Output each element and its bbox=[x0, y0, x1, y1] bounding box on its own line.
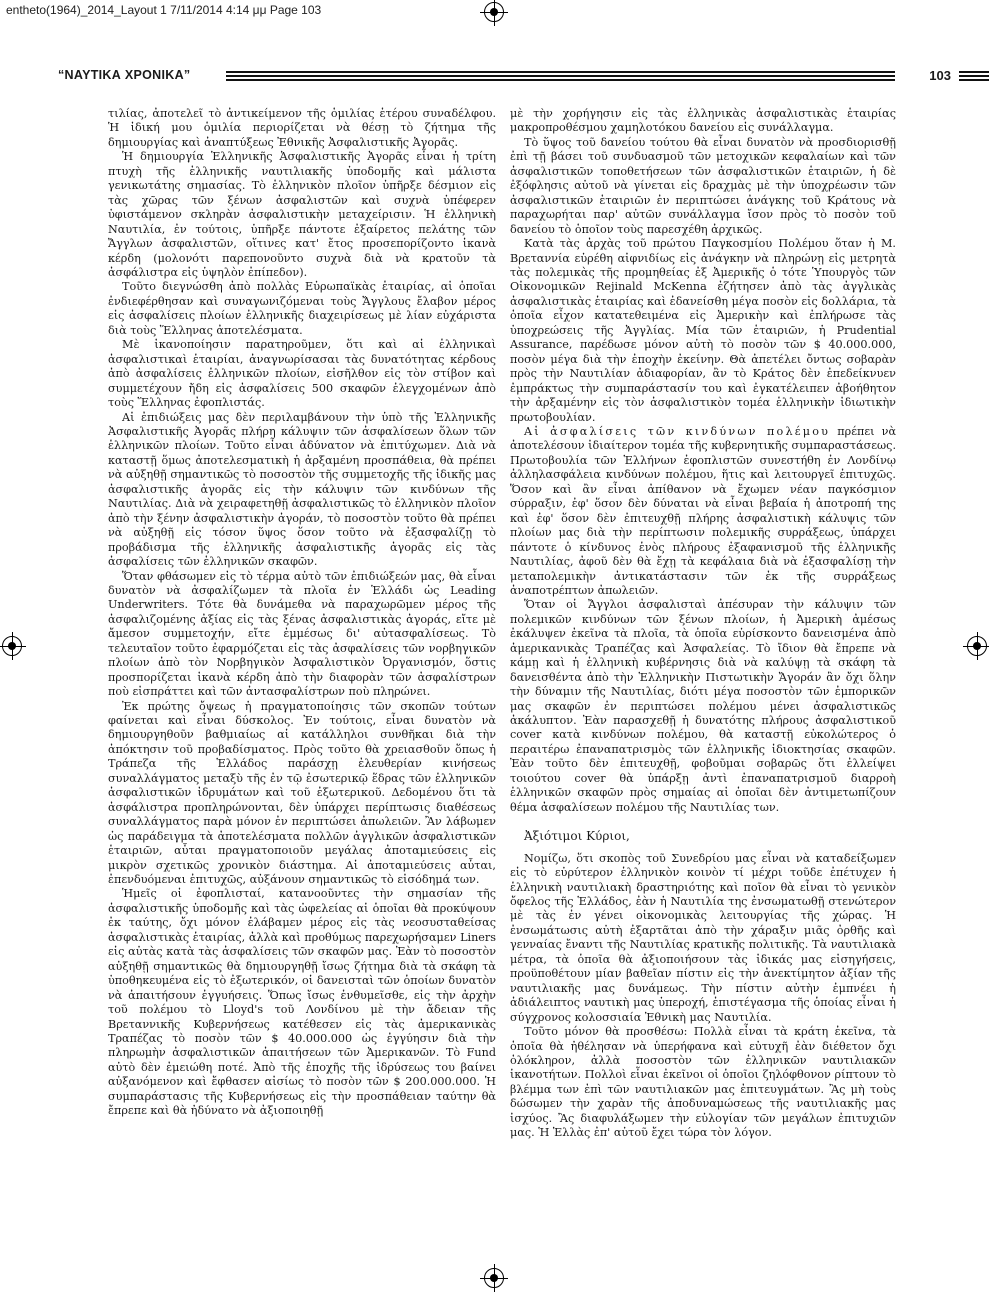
paragraph: Ἡ δημιουργία Ἑλληνικῆς Ἀσφαλιστικῆς Ἀγορᾶς εἶναι ἡ τρίτη πτυχὴ τῆς ἑλληνικῆς ναυτιλιακῆς ὑποδομῆς καὶ μάλιστα γενικωτάτης σημασίας. Τὸ ἑλληνικὸν πλοῖον ὑπῆρξε δέσμιον εἰς τὰς χῶρας τῶν ξένων ἀσφαλιστῶν καὶ συχνὰ ὑπέφερεν ὑφιστάμενον σκληρὰν ἀσφαλιστικὴν μεταχείρισιν. Ἡ ἑλληνικὴ Ναυτιλία, ἐν τούτοις, ὑπῆρξε πάντοτε ἐξαίρετος πελάτης τῶν Ἄγγλων ἀσφαλιστῶν, οἵτινες κατ' ἔτος προσεπορίζοντο ἱκανὰ κέρδη (μολονότι παρεπονοῦντο συχνὰ διὰ νὰ κρατοῦν τὰ ἀσφάλιστρα εἰς ὑψηλὸν ἐπίπεδον). bbox=[108, 150, 496, 279]
paragraph: Αἱ ἐπιδιώξεις μας δὲν περιλαμβάνουν τὴν ὑπὸ τῆς Ἑλληνικῆς Ἀσφαλιστικῆς Ἀγορᾶς πλήρη κάλυψιν τῶν ἀσφαλίσεων ὅλων τῶν ἑλληνικῶν πλοίων. Τοῦτο εἶναι ἀδύνατον νὰ ἐπιτύχωμεν. Διὰ νὰ καταστῇ ὅμως ἀποτελεσματικὴ ἡ ἀρξαμένη προσπάθεια, θὰ πρέπει νὰ αὐξηθῇ σημαντικῶς τὸ ποσοστὸν τῆς συμμετοχῆς τῆς ἰδικῆς μας ἀσφαλιστικῆς ἀγορᾶς εἰς τὴν κάλυψιν τῶν κινδύνων τῆς Ναυτιλίας. Διὰ νὰ χειραφετηθῇ ἀσφαλιστικῶς τὸ ἑλληνικὸν πλοῖον ἀπὸ τὴν ξένην ἀσφαλιστικὴν ἀγοράν, τὸ ποσοστὸν τοῦτο θὰ πρέπει νὰ αὐξηθῇ εἰς τόσον ὕψος ὅσον τοῦτο νὰ ἐξασφαλίζῃ τὸ προβάδισμα τῆς ἑλληνικῆς ἀσφαλιστικῆς ἀγορᾶς εἰς τὰς ἀσφαλίσεις τῶν ἑλληνικῶν σκαφῶν. bbox=[108, 410, 496, 569]
registration-mark-top-icon bbox=[484, 2, 504, 22]
salutation: Ἀξιότιμοι Κύριοι, bbox=[524, 829, 630, 844]
paragraph: Νομίζω, ὅτι σκοπὸς τοῦ Συνεδρίου μας εἶναι νὰ καταδείξωμεν εἰς τὸ εὐρύτερον ἑλληνικὸν κοινὸν τί μέχρι τοῦδε ἐπέτυχεν ἡ ἑλληνικὴ ναυτιλιακὴ δραστηριότης καὶ ποῖον θὰ εἶναι τὸ γενικὸν ὄφελος τῆς Ἑλλάδος, ἐὰν ἡ Ναυτιλία της ἐνσωματωθῇ στενώτερον μὲ τὰς ἐν γένει οἰκονομικὰς λειτουργίας τῆς χώρας. Ἡ ἐνσωμάτωσις αὐτὴ ἐξαρτᾶται ἀπὸ τὴν χάραξιν μιᾶς ὀρθῆς καὶ γενναίας ἔναντι τῆς Ναυτιλίας κρατικῆς πολιτικῆς. Τὰ ναυτιλιακὰ μέτρα, τὰ ὁποῖα θὰ ἀξιοποιήσουν τὰς ἰδικάς μας εἰσηγήσεις, προϋποθέτουν μίαν βαθεῖαν πίστιν εἰς τὴν ἀνεκτίμητον ἀξίαν τῆς ναυτιλιακῆς μας δυνάμεως. Τὴν πίστιν αὐτὴν ἐμπνέει ἡ ἀδιάλειπτος ναυτικὴ μας ὑπεροχή, ἐπιστέγασμα τῆς ὁποίας εἶναι ἡ σύγχρονος κολοσσιαία Ἐθνικὴ μας Ναυτιλία. bbox=[510, 851, 896, 1024]
paragraph: Ὅταν οἱ Ἄγγλοι ἀσφαλισταὶ ἀπέσυραν τὴν κάλυψιν τῶν πολεμικῶν κινδύνων τῶν ξένων πλοίων, ἡ Ἀμερικὴ ἀμέσως ἐκάλυψεν ἐκεῖνα τὰ πλοῖα, τὰ ὁποῖα εὑρίσκοντο δανεισμένα ἀπὸ ἀμερικανικὰς Τραπέζας καὶ Ἀσφαλείας. Τὸ ἴδιον θὰ ἔπρεπε νὰ κάμῃ καὶ ἡ ἑλληνικὴ κυβέρνησις διὰ νὰ καλύψῃ τὰ σκάφη τὰ δανεισθέντα ἀπὸ τὴν Ἑλληνικὴν Πιστωτικὴν Ἄγοράν ἂν ὄχι ὅλην τὴν δύναμιν τῆς Ναυτιλίας, διότι μέγα ποσοστὸν τῶν ἐμπορικῶν μας σκαφῶν ἐν περιπτώσει πολέμου μένει ἀσφαλιστικῶς ἀκάλυπτον. Ἐὰν παρασχεθῇ ἡ δυνατότης πλήρους ἀσφαλιστικοῦ cover κατὰ κινδύνων πολέμου, θὰ καταστῇ εὐκολώτερος ὁ περαιτέρω ἐπαναπατρισμὸς τῶν ἑλληνικῆς ἰδιοκτησίας σκαφῶν. Ἐὰν τοῦτο δὲν ἐπιτευχθῇ, φοβοῦμαι σοβαρῶς ὅτι ἐλλείψει τοιούτου cover θὰ ὑπάρξῃ ἀντὶ ἐπαναπατρισμοῦ διαρροὴ ἑλληνικῶν σκαφῶν πρὸς σημαίας αἱ ὁποῖαι δὲν ἀντιμετωπίζουν θέμα ἀσφαλίσεων πολέμου τῆς Ναυτιλίας των. bbox=[510, 598, 896, 814]
registration-mark-bottom-icon bbox=[484, 1268, 504, 1288]
paragraph: Κατὰ τὰς ἀρχὰς τοῦ πρώτου Παγκοσμίου Πολέμου ὅταν ἡ Μ. Βρεταννία εὑρέθη αἰφνιδίως εἰς ἀνάγκην νὰ πληρώνῃ εἰς μετρητὰ τὰς πολεμικὰς τῆς προμηθείας ἐξ Ἀμερικῆς ὁ τότε Ὑπουργὸς τῶν Οἰκονομικῶν Rejinald McKenna ἐζήτησεν ἀπὸ τὰς ἀγγλικὰς ἀσφαλιστικὰς ἑταιρίας καὶ ἐδανείσθη μέγα ποσὸν εἰς δολλάρια, τὰ ὁποῖα εἶχον κατατεθειμένα εἰς Ἀμερικὴν καὶ ἐπλήρωσε τὰς ὑποχρεώσεις τῆς Ἀγγλίας. Μία τῶν ἑταιριῶν, ἡ Prudential Assurance, παρέδωσε μόνον αὐτὴ τὸ ποσὸν τῶν $ 40.000.000, ποσὸν μέγα διὰ τὴν ἐποχὴν ἐκείνην. Θὰ ἀπετέλει ὄντως σοβαρὰν πρὸς τὴν Ναυτιλίαν ἀδιαφορίαν, ἂν τὸ Κράτος δὲν ἐπεδείκνυεν ἐμπράκτως τὴν συμπαράστασίν του καὶ ἐγκατέλειπεν ἀβοήθητον τὴν ἀρξαμένην εἰς τὸν ἀσφαλιστικὸν τομέα ἑλληνικὴν ἰδιωτικὴν πρωτοβουλίαν. bbox=[510, 237, 896, 424]
paragraph: Τοῦτο μόνον θὰ προσθέσω: Πολλὰ εἶναι τὰ κράτη ἐκεῖνα, τὰ ὁποῖα θὰ ἠθέλησαν νὰ ὑπερήφανα καὶ εὐτυχῆ ἐὰν διέθετον ὄχι ὁλόκληρον, ἀλλὰ ποσοστὸν τῶν ἑλληνικῶν ναυτιλιακῶν ἱκανοτήτων. Πολλοὶ εἶναι ἐκεῖνοι οἱ ὁποῖοι ζηλόφθονον ρίπτουν τὸ βλέμμα των ἐπὶ τῶν ναυτιλιακῶν μας ἐπιτευγμάτων. Ἂς μὴ τοὺς δώσωμεν τὴν χαρὰν τῆς ἀποδυναμώσεως τῆς ναυτιλιακῆς μας ἰσχύος. Ἂς διαφυλάξωμεν τὴν εὐλογίαν τῶν μεγάλων ἐπιτυχιῶν μας. Ἡ Ἑλλὰς ἐπ' αὐτοῦ ἔχει τώρα τὸν λόγον. bbox=[510, 1025, 896, 1140]
print-slug: entheto(1964)_2014_Layout 1 7/11/2014 4:14 μμ Page 103 bbox=[6, 3, 322, 17]
registration-mark-left-icon bbox=[2, 636, 22, 656]
paragraph bbox=[510, 425, 896, 598]
registration-mark-right-icon bbox=[967, 636, 987, 656]
page-number: 103 bbox=[929, 68, 951, 83]
paragraph: Ἐκ πρώτης ὄψεως ἡ πραγματοποίησις τῶν σκοπῶν τούτων φαίνεται καὶ εἶναι δύσκολος. Ἐν τούτοις, εἶναι δυνατὸν νὰ δημιουργηθοῦν βαθμιαίως αἱ κατάλληλοι συνθῆκαι διὰ τὴν ἀπόκτησιν τοῦ προβαδίσματος. Πρὸς τοῦτο θὰ χρειασθοῦν ὅπως ἡ Τράπεζα τῆς Ἑλλάδος παράσχῃ ἐλευθερίαν κινήσεως συναλλάγματος μεταξὺ τῆς ἐν τῷ ἐσωτερικῷ ἕδρας τῶν ἑλληνικῶν ἀσφαλιστικῶν ἰδρυμάτων καὶ τοῦ ἐξωτερικοῦ. Δεδομένου ὅτι τὰ ἀσφάλιστρα προπληρώνονται, δὲν ὑπάρχει περίπτωσις διαθέσεως συναλλάγματος παρὰ μόνον ἐν περιπτώσει ἀπωλειῶν. Ἂν λάβωμεν ὡς παράδειγμα τὰ ἀποτελέσματα πολλῶν ἀγγλικῶν ἀσφαλιστικῶν ἑταιριῶν, αὗται πραγματοποιοῦν μεγάλας ἀποταμιεύσεις εἰς μικρὸν σχετικῶς χρονικὸν διάστημα. Αἱ ἀποταμιεύσεις αὗται, ἐπενδυόμεναι ἐπιτυχῶς, αὐξάνουν σημαντικῶς τὸ εἰσόδημά των. bbox=[108, 699, 496, 887]
paragraph: Ὅταν φθάσωμεν εἰς τὸ τέρμα αὐτὸ τῶν ἐπιδιώξεών μας, θὰ εἶναι δυνατὸν νὰ ἀσφαλίζωμεν τὰ πλοῖα ἐν Ἑλλάδι ὡς Leading Underwriters. Τότε θὰ δυνάμεθα νὰ παραχωρῶμεν μέρος τῆς ἀσφαλιζομένης ἀξίας εἰς τὰς ξένας ἀσφαλιστικὰς ἀγοράς, εἴτε μὲ ἄμεσον συμμετοχήν, εἴτε ἐμμέσως δι' αὐτασφαλίσεως. Τὸ τελευταῖον τοῦτο ἐφαρμόζεται εἰς τὰς ἀσφαλίσεις τῶν νορβηγικῶν πλοίων ἀπὸ τὸν Νορβηγικὸν Ἀσφαλιστικὸν Ὀργανισμόν, ὅστις προσπορίζεται ἱκανὰ κέρδη ἀπὸ τὴν διαφορὰν τῶν ἀσφαλίστρων ποὺ εἰσπράττει καὶ τῶν ἀντασφαλίστρων ποὺ πληρώνει. bbox=[108, 569, 496, 699]
war-risk-heading: Αἱ ἀσφαλίσεις τῶν κινδύνων πολέμου bbox=[524, 424, 831, 438]
right-column bbox=[510, 107, 896, 1141]
header-rule bbox=[226, 71, 895, 83]
paragraph: Μὲ ἱκανοποίησιν παρατηροῦμεν, ὅτι καὶ αἱ ἑλληνικαὶ ἀσφαλιστικαὶ ἑταιρίαι, ἀναγνωρίσασαι τὰς δυνατότητας κέρδους ἀπὸ ἀσφαλίσεις ἑλληνικῶν πλοίων, εἰσῆλθον εἰς τὸν στίβον καὶ συμμετέχουν ἤδη εἰς ἀσφαλίσεις 500 σκαφῶν ἐλεγχομένων ἀπὸ τοὺς Ἕλληνας ἐφοπλιστάς. bbox=[108, 338, 496, 410]
paragraph: Τὸ ὕψος τοῦ δανείου τούτου θὰ εἶναι δυνατὸν νὰ προσδιορισθῇ ἐπὶ τῇ βάσει τοῦ συνδυασμοῦ τῶν μετοχικῶν κεφαλαίων καὶ τῶν ἀσφαλιστικῶν τοποθετήσεων τῶν ἀσφαλιστικῶν ἑταιριῶν, ἡ δὲ ἐξόφλησις αὐτοῦ νὰ γίνεται εἰς δραχμὰς μὲ τὴν ὑποχρέωσιν τῶν ἀσφαλιστικῶν ἑταιριῶν ἐν περιπτώσει ἀνάγκης τοῦ Κράτους νὰ παραχωρήται παρ' αὐτῶν συνάλλαγμα ἴσον πρὸς τὸ ποσὸν τοῦ δανείου τὸ ὁποῖον τοὺς παρεσχέθη ἀρχικῶς. bbox=[510, 135, 896, 236]
paragraph: τιλίας, ἀποτελεῖ τὸ ἀντικείμενον τῆς ὁμιλίας ἑτέρου συναδέλφου. Ἡ ἰδική μου ὁμιλία περιορίζεται νὰ θέσῃ τὸ ζήτημα τῆς δημιουργίας καὶ ἀναπτύξεως Ἐθνικῆς Ἀσφαλιστικῆς Ἀγορᾶς. bbox=[108, 107, 496, 149]
paragraph: Ἡμεῖς οἱ ἐφοπλισταί, κατανοοῦντες τὴν σημασίαν τῆς ἀσφαλιστικῆς ὑποδομῆς καὶ τὰς ὠφελείας αἱ ὁποῖαι θὰ προκύψουν ἐκ ταύτης, ὄχι μόνον ἐλάβαμεν μέρος εἰς τὰς νεοσυσταθείσας ἀσφαλιστικὰς ἑταιρίας, ἀλλὰ καὶ προθύμως παρεχωρήσαμεν Liners εἰς αὐτὰς κατὰ τὰς ἀσφαλίσεις τῶν σκαφῶν μας. Ἐὰν τὸ ποσοστὸν αὐξηθῇ σημαντικῶς θὰ δημιουργηθῇ ἴσως ζήτημα διὰ τὰ σκάφη τὰ ὑποθηκευμένα εἰς τὸ ἐξωτερικόν, οἱ δανεισταὶ τῶν ὁποίων δυνατὸν νὰ ἀπαιτήσουν ἐγγυήσεις. Ὅπως ἴσως ἐνθυμεῖσθε, εἰς τὴν ἀρχὴν τοῦ πολέμου τὸ Lloyd's τοῦ Λονδίνου μὲ τὴν ἄδειαν τῆς Βρεταννικῆς Κυβερνήσεως κατέθεσεν εἰς τὰς ἀμερικανικὰς Τραπέζας τὸ ποσὸν τῶν $ 40.000.000 ὡς ἐγγύησιν διὰ τὴν πληρωμὴν ἀσφαλιστικῶν ἀπαιτήσεων τῶν Ἀμερικανῶν. Τὸ Fund αὐτὸ δὲν ἐμειώθη ποτέ. Ἀπὸ τῆς ἐποχῆς τῆς ἱδρύσεως του βαίνει αὐξανόμενον καὶ ἔφθασεν αἰσίως τὸ ποσὸν τῶν $ 200.000.000. Ἡ συμπαράστασις τῆς Κυβερνήσεως εἰς τὴν προσπάθειαν ταύτην θὰ ἔπρεπε καὶ θὰ ἠδύνατο νὰ ἀξιοποιηθῇ bbox=[108, 887, 496, 1118]
war-risk-text: πρέπει νὰ ἀποτελέσουν ἰδιαίτερον τομέα τῆς κυβερνητικῆς συμπαραστάσεως. Πρωτοβουλία τῶν Ἑλλήνων ἐφοπλιστῶν συνεστήθη ἐν Λονδίνῳ ἀλληλασφάλεια κινδύνων πολέμου, ἥτις καὶ λειτουργεῖ ἐπιτυχῶς. Ὅσον καὶ ἂν εἶναι ἀπίθανον νὰ ἔχωμεν νέαν παγκόσμιον σύρραξιν, ἐφ' ὅσον δὲν δύναται νὰ εἶναι βεβαία ἡ ἀποτροπή της καὶ ἐφ' ὅσον δὲν ἐπιτευχθῇ πλήρης ἀσφαλιστικὴ κάλυψις τῶν πλοίων μας διὰ τὴν περίπτωσιν πολεμικῆς συρράξεως, ὑπάρχει πάντοτε ὁ κίνδυνος ἑνὸς πλήρους ἐξαφανισμοῦ τῆς ἑλληνικῆς Ναυτιλίας, ἀφοῦ δὲν θὰ ἔχῃ τὰ κεφάλαια διὰ νὰ ἐξασφαλίσῃ τὴν μεταπολεμικὴν ἀντικατάστασιν τῶν ἐκ τῆς συρράξεως ἀναποτρέπτων ἀπωλειῶν. bbox=[510, 424, 896, 597]
paragraph: Τοῦτο διεγνώσθη ἀπὸ πολλὰς Εὐρωπαϊκὰς ἑταιρίας, αἱ ὁποῖαι ἐνδιεφέρθησαν καὶ συναγωνιζόμεναι τοὺς Ἄγγλους ἔλαβον μέρος εἰς ἀσφαλίσεις πλοίων ἑλληνικῆς διαχειρίσεως μὲ λίαν εὐχάριστα διὰ τοὺς Ἕλληνας ἀποτελέσματα. bbox=[108, 280, 496, 337]
left-column bbox=[108, 107, 496, 1119]
header-rule-right bbox=[959, 71, 989, 83]
page-header bbox=[58, 68, 951, 90]
running-title: “ΝΑΥΤΙΚΑ ΧΡΟΝΙΚΑ” bbox=[58, 68, 191, 82]
paragraph: μὲ τὴν χορήγησιν εἰς τὰς ἑλληνικὰς ἀσφαλιστικὰς ἑταιρίας μακροπροθέσμου χαμηλοτόκου δανείου εἰς συνάλλαγμα. bbox=[510, 107, 896, 135]
